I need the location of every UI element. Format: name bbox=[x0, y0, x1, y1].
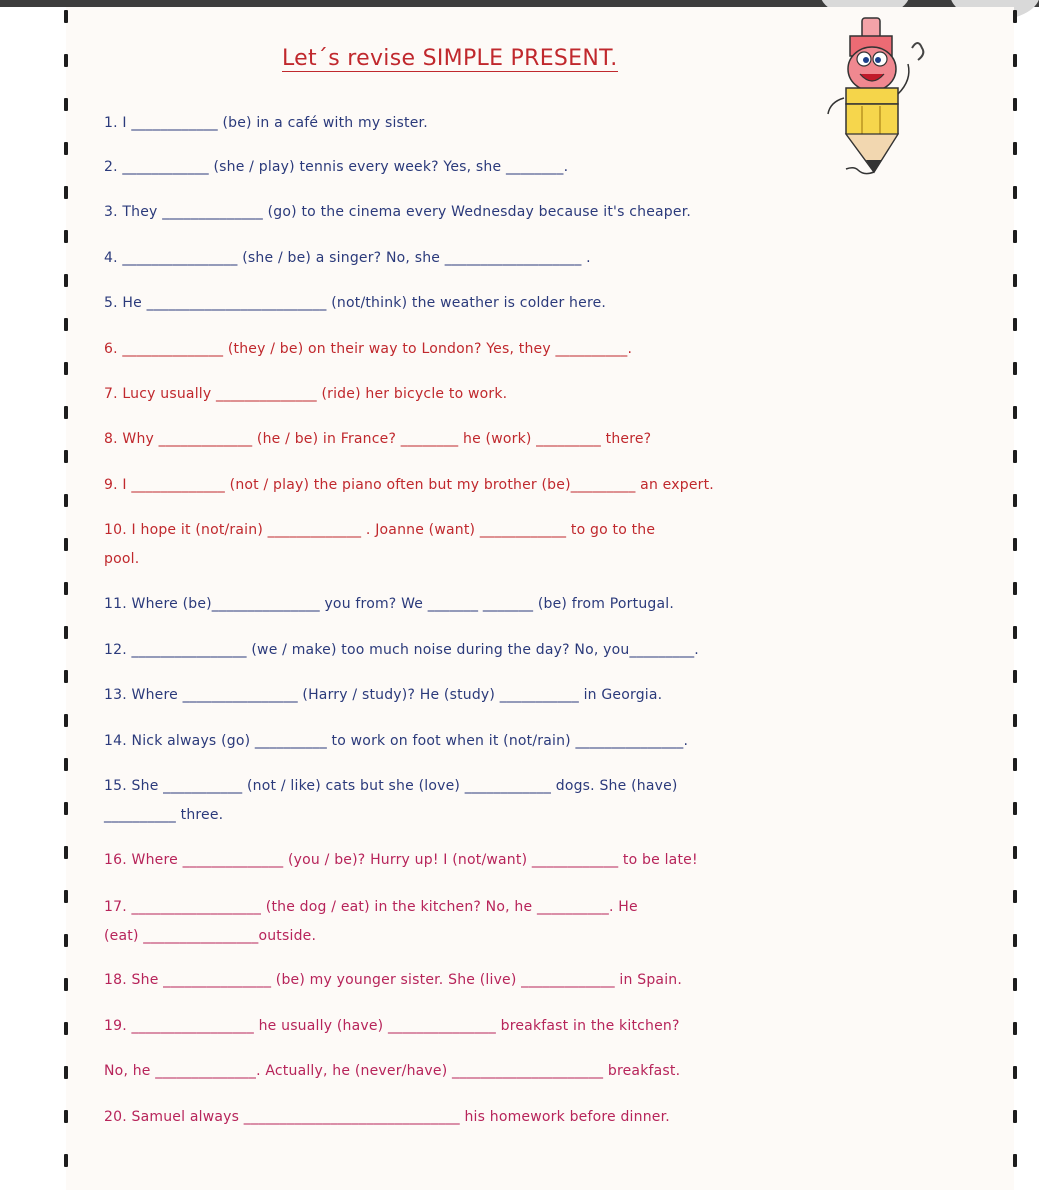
exercise-9: 9. I _____________ (not / play) the piano often but my brother (be)_________ an expert. bbox=[104, 477, 714, 493]
pencil-mascot-illustration bbox=[822, 14, 932, 179]
worksheet-title: Let´s revise SIMPLE PRESENT. bbox=[282, 46, 618, 71]
edge-mark bbox=[1013, 670, 1017, 683]
edge-mark bbox=[1013, 362, 1017, 375]
exercise-19: 19. _________________ he usually (have) _______________ breakfast in the kitchen? bbox=[104, 1018, 680, 1034]
edge-mark bbox=[64, 98, 68, 111]
exercise-15: 15. She ___________ (not / like) cats but she (love) ____________ dogs. She (have) bbox=[104, 778, 678, 794]
edge-mark bbox=[64, 802, 68, 815]
exercise-13: 13. Where ________________ (Harry / study)? He (study) ___________ in Georgia. bbox=[104, 687, 663, 703]
edge-mark bbox=[64, 846, 68, 859]
edge-mark bbox=[1013, 1154, 1017, 1167]
edge-mark bbox=[64, 274, 68, 287]
edge-mark bbox=[64, 362, 68, 375]
edge-mark bbox=[1013, 846, 1017, 859]
exercise-6: 6. ______________ (they / be) on their way to London? Yes, they __________. bbox=[104, 341, 633, 357]
edge-mark bbox=[64, 54, 68, 67]
edge-mark bbox=[1013, 406, 1017, 419]
edge-mark bbox=[64, 1022, 68, 1035]
exercise-11: 11. Where (be)_______________ you from? We _______ _______ (be) from Portugal. bbox=[104, 596, 675, 612]
edge-mark bbox=[1013, 802, 1017, 815]
edge-mark bbox=[64, 1066, 68, 1079]
exercise-2: 2. ____________ (she / play) tennis every week? Yes, she ________. bbox=[104, 159, 569, 175]
exercise-12: 12. ________________ (we / make) too much noise during the day? No, you_________. bbox=[104, 642, 699, 658]
edge-mark bbox=[1013, 318, 1017, 331]
edge-mark bbox=[64, 582, 68, 595]
edge-mark bbox=[64, 318, 68, 331]
edge-mark bbox=[1013, 274, 1017, 287]
exercise-15-continued: __________ three. bbox=[104, 807, 224, 823]
edge-mark bbox=[64, 978, 68, 991]
edge-mark bbox=[1013, 582, 1017, 595]
edge-mark bbox=[1013, 714, 1017, 727]
exercise-16: 16. Where ______________ (you / be)? Hurry up! I (not/want) ____________ to be late! bbox=[104, 852, 698, 868]
exercise-10: 10. I hope it (not/rain) _____________ . Joanne (want) ____________ to go to the bbox=[104, 522, 656, 538]
edge-mark bbox=[64, 230, 68, 243]
exercise-14: 14. Nick always (go) __________ to work on foot when it (not/rain) _______________. bbox=[104, 733, 689, 749]
edge-mark bbox=[1013, 142, 1017, 155]
edge-mark bbox=[1013, 934, 1017, 947]
edge-mark bbox=[1013, 186, 1017, 199]
edge-mark bbox=[64, 626, 68, 639]
edge-mark bbox=[1013, 1022, 1017, 1035]
edge-mark bbox=[64, 1110, 68, 1123]
edge-mark bbox=[64, 758, 68, 771]
edge-mark bbox=[64, 406, 68, 419]
edge-mark bbox=[64, 934, 68, 947]
edge-mark bbox=[1013, 538, 1017, 551]
exercise-19-continued: No, he ______________. Actually, he (never/have) _____________________ breakfast. bbox=[104, 1063, 681, 1079]
edge-mark bbox=[64, 890, 68, 903]
edge-mark bbox=[64, 494, 68, 507]
left-edge-marks bbox=[62, 10, 70, 1185]
edge-mark bbox=[64, 10, 68, 23]
edge-mark bbox=[1013, 230, 1017, 243]
edge-mark bbox=[64, 1154, 68, 1167]
exercise-17-continued: (eat) ________________outside. bbox=[104, 928, 317, 944]
exercise-8: 8. Why _____________ (he / be) in France? ________ he (work) _________ there? bbox=[104, 431, 652, 447]
exercise-20: 20. Samuel always ______________________________ his homework before dinner. bbox=[104, 1109, 670, 1125]
exercise-18: 18. She _______________ (be) my younger sister. She (live) _____________ in Spain. bbox=[104, 972, 683, 988]
exercise-10-continued: pool. bbox=[104, 551, 140, 567]
edge-mark bbox=[1013, 450, 1017, 463]
edge-mark bbox=[1013, 978, 1017, 991]
edge-mark bbox=[1013, 758, 1017, 771]
edge-mark bbox=[1013, 890, 1017, 903]
edge-mark bbox=[64, 714, 68, 727]
edge-mark bbox=[1013, 494, 1017, 507]
exercise-7: 7. Lucy usually ______________ (ride) her bicycle to work. bbox=[104, 386, 508, 402]
edge-mark bbox=[64, 186, 68, 199]
exercise-4: 4. ________________ (she / be) a singer? No, she ___________________ . bbox=[104, 250, 591, 266]
edge-mark bbox=[1013, 626, 1017, 639]
right-edge-marks bbox=[1011, 10, 1019, 1185]
edge-mark bbox=[1013, 54, 1017, 67]
edge-mark bbox=[64, 538, 68, 551]
edge-mark bbox=[1013, 1110, 1017, 1123]
edge-mark bbox=[64, 450, 68, 463]
edge-mark bbox=[64, 670, 68, 683]
edge-mark bbox=[1013, 1066, 1017, 1079]
exercise-1: 1. I ____________ (be) in a café with my sister. bbox=[104, 115, 428, 131]
exercise-5: 5. He _________________________ (not/think) the weather is colder here. bbox=[104, 295, 607, 311]
edge-mark bbox=[1013, 98, 1017, 111]
exercise-3: 3. They ______________ (go) to the cinema every Wednesday because it's cheaper. bbox=[104, 204, 692, 220]
edge-mark bbox=[64, 142, 68, 155]
edge-mark bbox=[1013, 10, 1017, 23]
exercise-17: 17. __________________ (the dog / eat) in the kitchen? No, he __________. He bbox=[104, 899, 638, 915]
